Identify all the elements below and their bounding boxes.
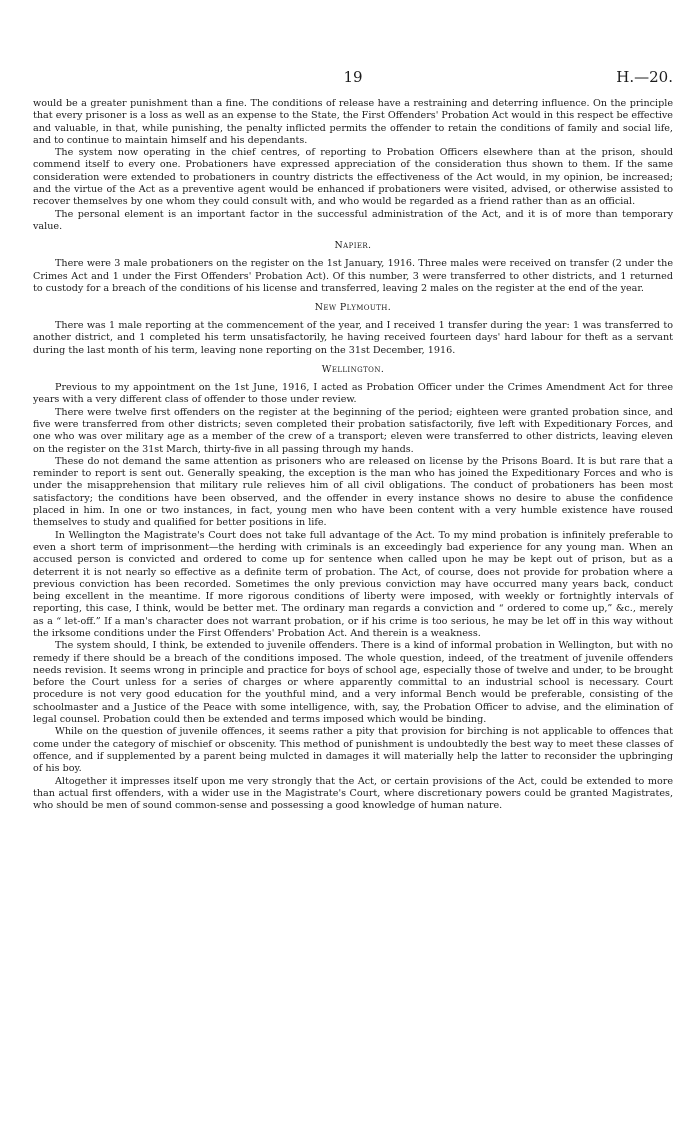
paragraph: The system now operating in the chief centres, of reporting to Probation Officers elsewhere than at the prison, should commend itself to every one. Probationers have expressed appreciation of the consideration thus shown to them. If the same consideration were extended to probationers in country districts the effectiveness of the Act would, in my opinion, be increased; and the virtue of the Act as a preventive agent would be enhanced if probationers were visited, advised, or otherwise assisted to recover themselves by one whom they could consult with, and who would be regarded as a friend rather than as an official. [33, 147, 673, 208]
paragraph: Altogether it impresses itself upon me very strongly that the Act, or certain provisions of the Act, could be extended to more than actual first offenders, with a wider use in the Magistrate's Court, where discretionary powers could be granted Magistrates, who should be men of sound common-sense and possessing a good knowledge of human nature. [33, 775, 673, 812]
paragraph: would be a greater punishment than a fine. The conditions of release have a restraining and deterring influence. On the principle that every prisoner is a loss as well as an expense to the State, the First Offenders' Probation Act would in this respect be effective and valuable, in that, while punishing, the penalty inflicted permits the offender to retain the conditions of family and social life, and to continue to maintain himself and his dependants. [33, 98, 673, 146]
paragraph: The system should, I think, be extended to juvenile offenders. There is a kind of informal probation in Wellington, but with no remedy if there should be a breach of the conditions imposed. The whole question, indeed, of the treatment of juvenile offenders needs revision. It seems wrong in principle and practice for boys of school age, especially those of twelve and under, to be brought before the Court unless for a series of charges or where apparently committal to an industrial school is necessary. Court procedure is not very good education for the youthful mind, and a very informal Bench would be preferable, consisting of the schoolmaster and a Justice of the Peace with some intelligence, with, say, the Probation Officer to advise, and the elimination of legal counsel. Probation could then be extended and terms imposed which would be binding. [33, 640, 673, 726]
section-heading-wellington: Wellington. [321, 364, 385, 376]
section-heading-new-plymouth: New Plymouth. [314, 302, 392, 314]
page-header [33, 68, 673, 88]
page-number: 19 [343, 68, 363, 86]
paragraph: Previous to my appointment on the 1st June, 1916, I acted as Probation Officer under the Crimes Amendment Act for three years with a very different class of offender to those under review. [33, 382, 673, 406]
section-heading-napier: Napier. [334, 240, 372, 252]
paragraph: While on the question of juvenile offences, it seems rather a pity that provision for birching is not applicable to offences that come under the category of mischief or obscenity. This method of punishment is undoubtedly the best way to meet these classes of offence, and if supplemented by a parent being mulcted in damages it will materially help the latter to reconsider the upbringing of his boy. [33, 726, 673, 775]
document-reference: H.—20. [616, 68, 673, 86]
paragraph: There were twelve first offenders on the register at the beginning of the period; eighteen were granted probation since, and five were transferred from other districts; seven completed their probation satisfactorily, five left with Expeditionary Forces, and one who was over military age as a member of the crew of a transport; eleven were transferred to other districts, leaving eleven on the register on the 31st March, thirty-five in all passing through my hands. [33, 406, 673, 455]
paragraph: These do not demand the same attention as prisoners who are released on license by the Prisons Board. It is but rare that a reminder to report is sent out. Generally speaking, the exception is the man who has joined the Expeditionary Forces and who is under the misapprehension that military rule relieves him of all civil obligations. The conduct of probationers has been most satisfactory; the conditions have been observed, and the offender in every instance shows no desire to abuse the confidence placed in him. In one or two instances, in fact, young men who have been content with a very humble existence have roused themselves to study and qualified for better positions in life. [33, 455, 673, 529]
paragraph: There was 1 male reporting at the commencement of the year, and I received 1 transfer during the year: 1 was transferred to another district, and 1 completed his term unsatisfactorily, he having received fourteen days' hard labour for theft as a servant during the last month of his term, leaving none reporting on the 31st December, 1916. [33, 320, 673, 356]
paragraph: The personal element is an important factor in the successful administration of the Act, and it is of more than temporary value. [33, 208, 673, 232]
paragraph: There were 3 male probationers on the register on the 1st January, 1916. Three males were received on transfer (2 under the Crimes Act and 1 under the First Offenders' Probation Act). Of this number, 3 were transferred to other districts, and 1 returned to custody for a breach of the conditions of his license and transferred, leaving 2 males on the register at the end of the year. [33, 258, 673, 294]
document-page [33, 68, 673, 812]
paragraph: In Wellington the Magistrate's Court does not take full advantage of the Act. To my mind probation is infinitely preferable to even a short term of imprisonment—the herding with criminals is an exceedingly bad experience for any young man. When an accused person is convicted and ordered to come up for sentence when called upon he may be kept out of prison, but as a deterrent it is not nearly so effective as a definite term of probation. The Act, of course, does not provide for probation where a previous conviction has been recorded. Sometimes the only previous conviction may have occurred many years back, conduct being excellent in the meantime. If more rigorous conditions of liberty were imposed, with weekly or fortnightly intervals of reporting, this case, I think, would be better met. The ordinary man regards a conviction and “ ordered to come up,” &c., merely as a “ let-off.” If a man's character does not warrant probation, or if his crime is too serious, he may be let off in this way without the irksome conditions under the First Offenders' Probation Act. And therein is a weakness. [33, 529, 673, 639]
